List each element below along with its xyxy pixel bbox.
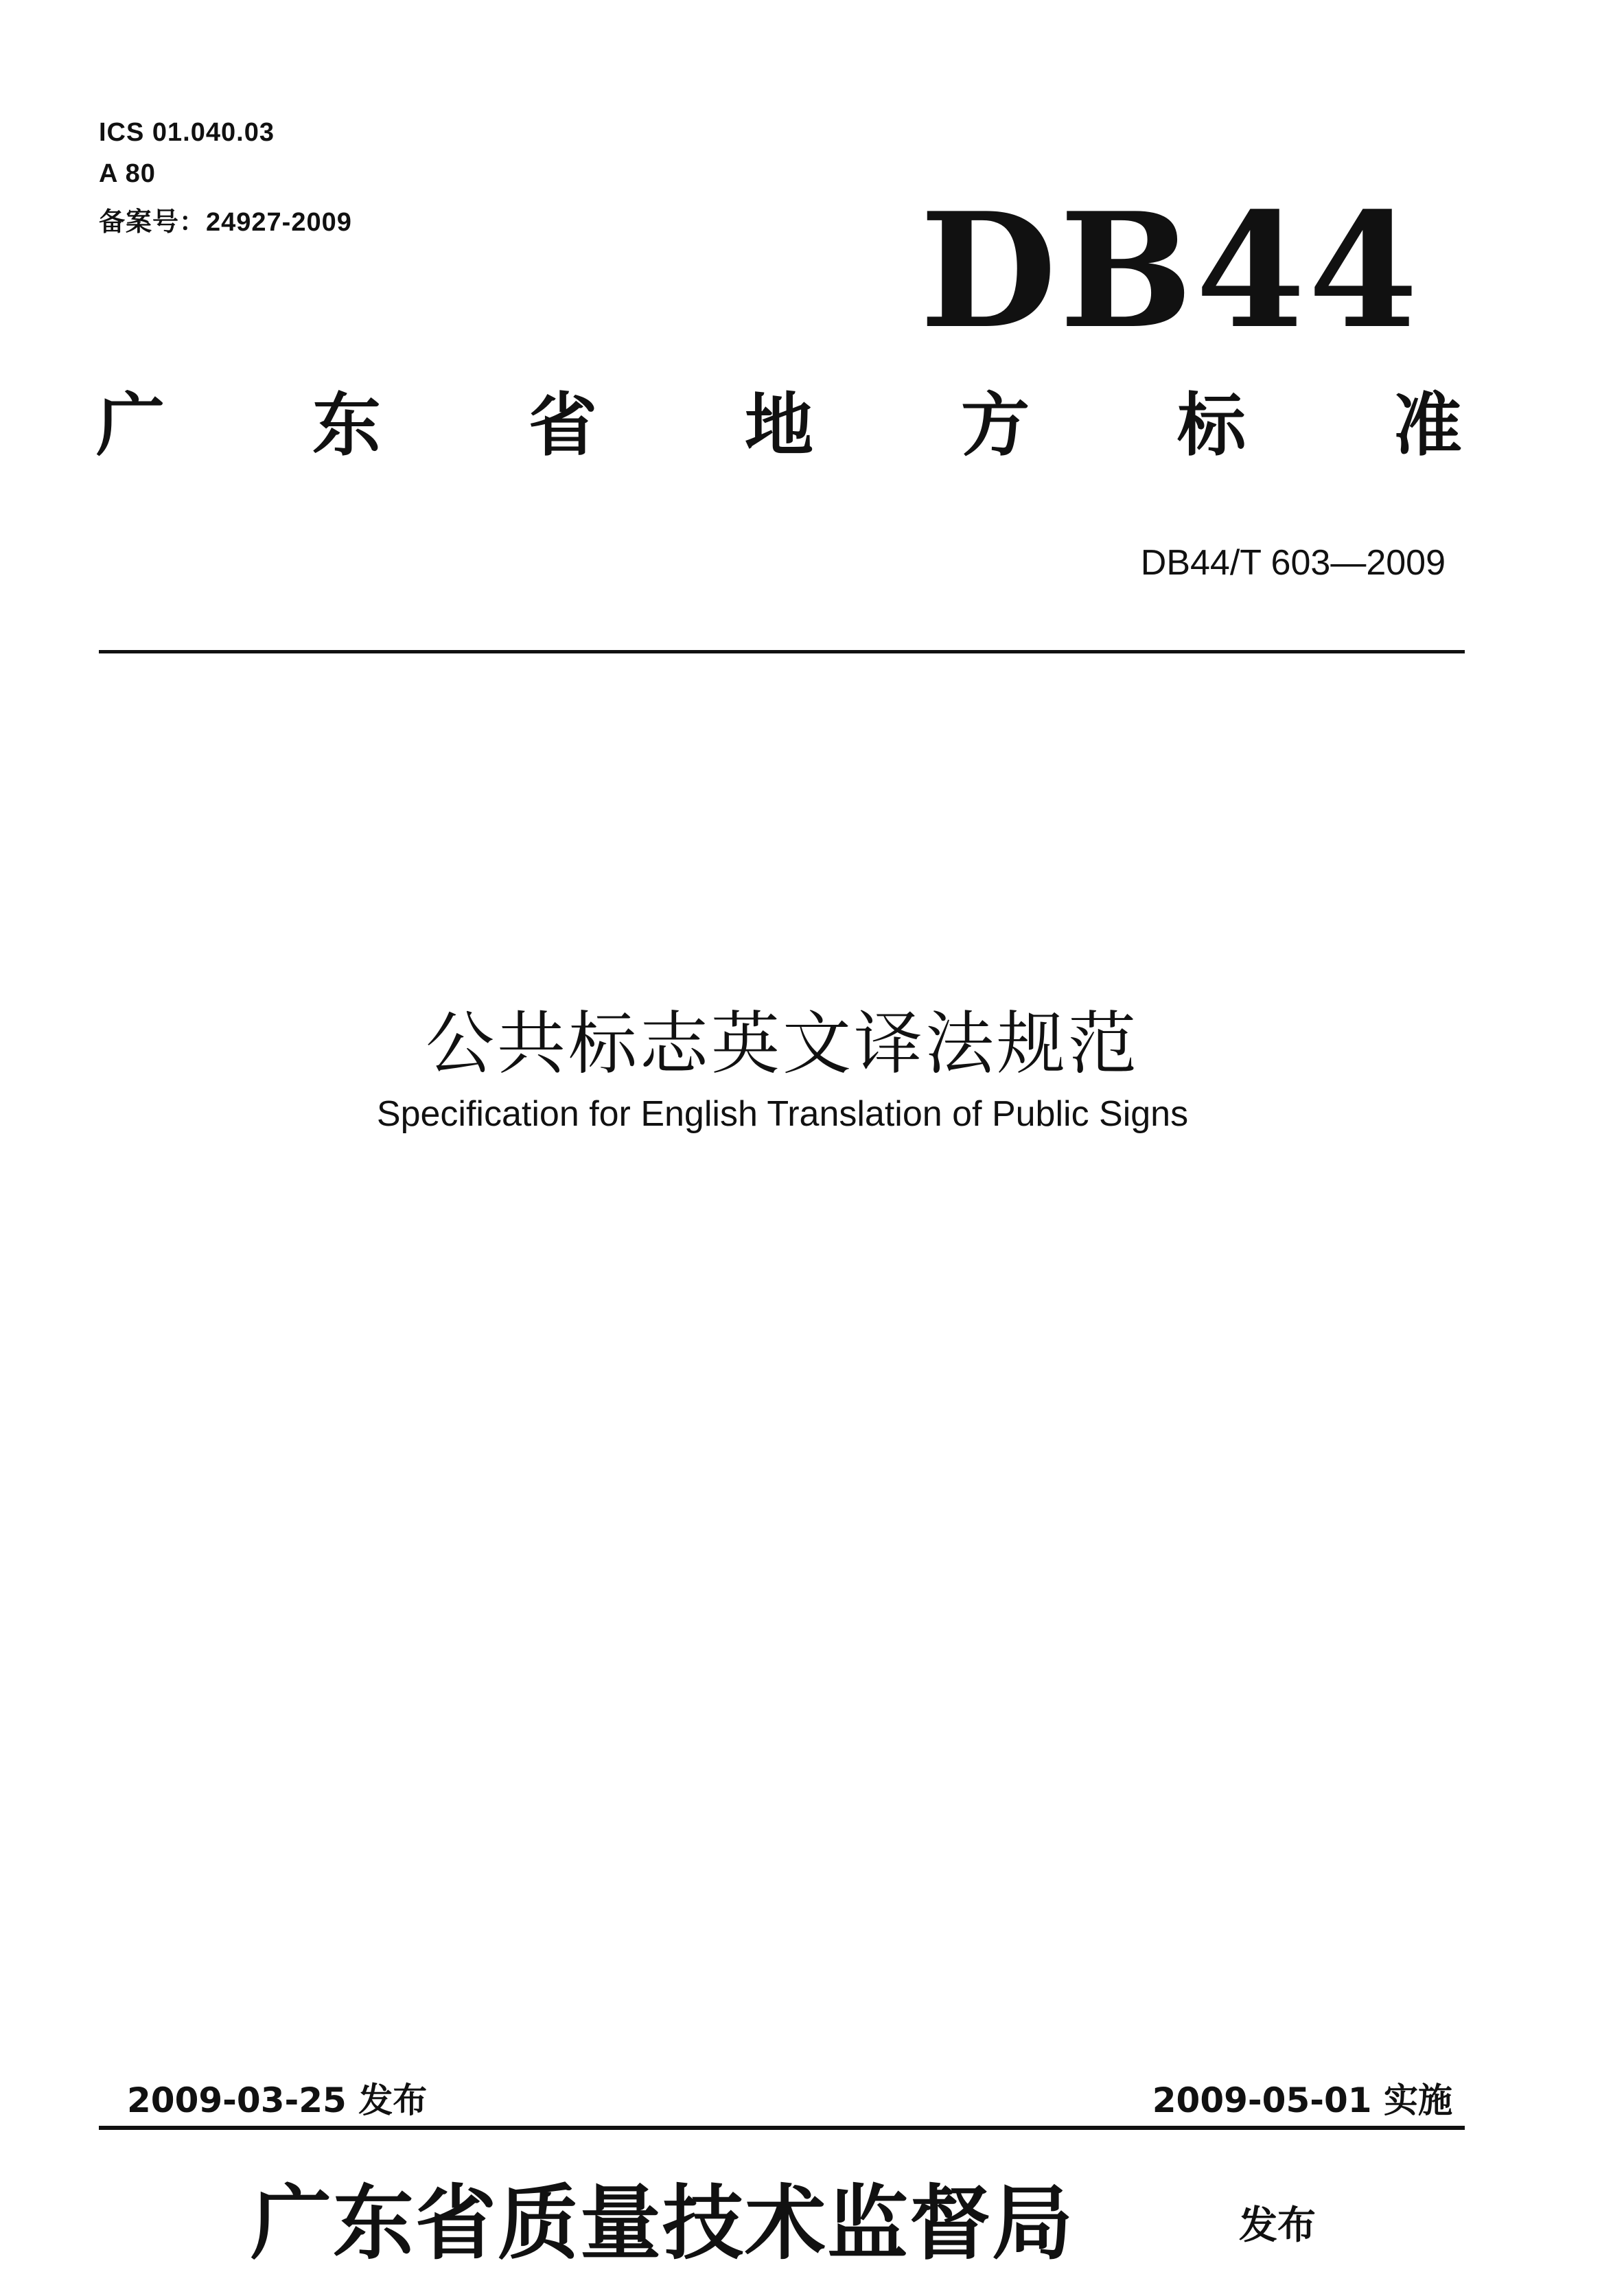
- publisher-name: 广东省质量技术监督局: [251, 2175, 1075, 2271]
- standard-type-char: 东: [312, 385, 381, 465]
- standard-code-logo: DB44: [920, 178, 1421, 364]
- standard-type-char: 广: [96, 385, 165, 465]
- classification-code: A 80: [99, 159, 156, 188]
- bottom-divider: [99, 2126, 1465, 2130]
- document-title-english: Specification for English Translation of Public Signs: [376, 1094, 1189, 1134]
- publisher-suffix: 发布: [1239, 2203, 1316, 2248]
- standard-type-heading: [96, 381, 1462, 470]
- standard-type-char: 准: [1393, 385, 1462, 465]
- implementation-date: 2009-05-01 实施: [1152, 2080, 1452, 2120]
- filing-number: 备案号：24927-2009: [99, 208, 352, 237]
- top-divider: [99, 650, 1465, 653]
- document-title-chinese: 公共标志英文译法规范: [426, 1004, 1139, 1084]
- standard-type-char: 省: [529, 385, 597, 465]
- standard-type-char: 方: [961, 385, 1030, 465]
- standard-type-char: 地: [745, 385, 813, 465]
- standard-type-char: 标: [1177, 385, 1246, 465]
- ics-code: ICS 01.040.03: [99, 118, 275, 147]
- standard-number: DB44/T 603—2009: [1140, 543, 1446, 583]
- issue-date: 2009-03-25 发布: [127, 2080, 428, 2120]
